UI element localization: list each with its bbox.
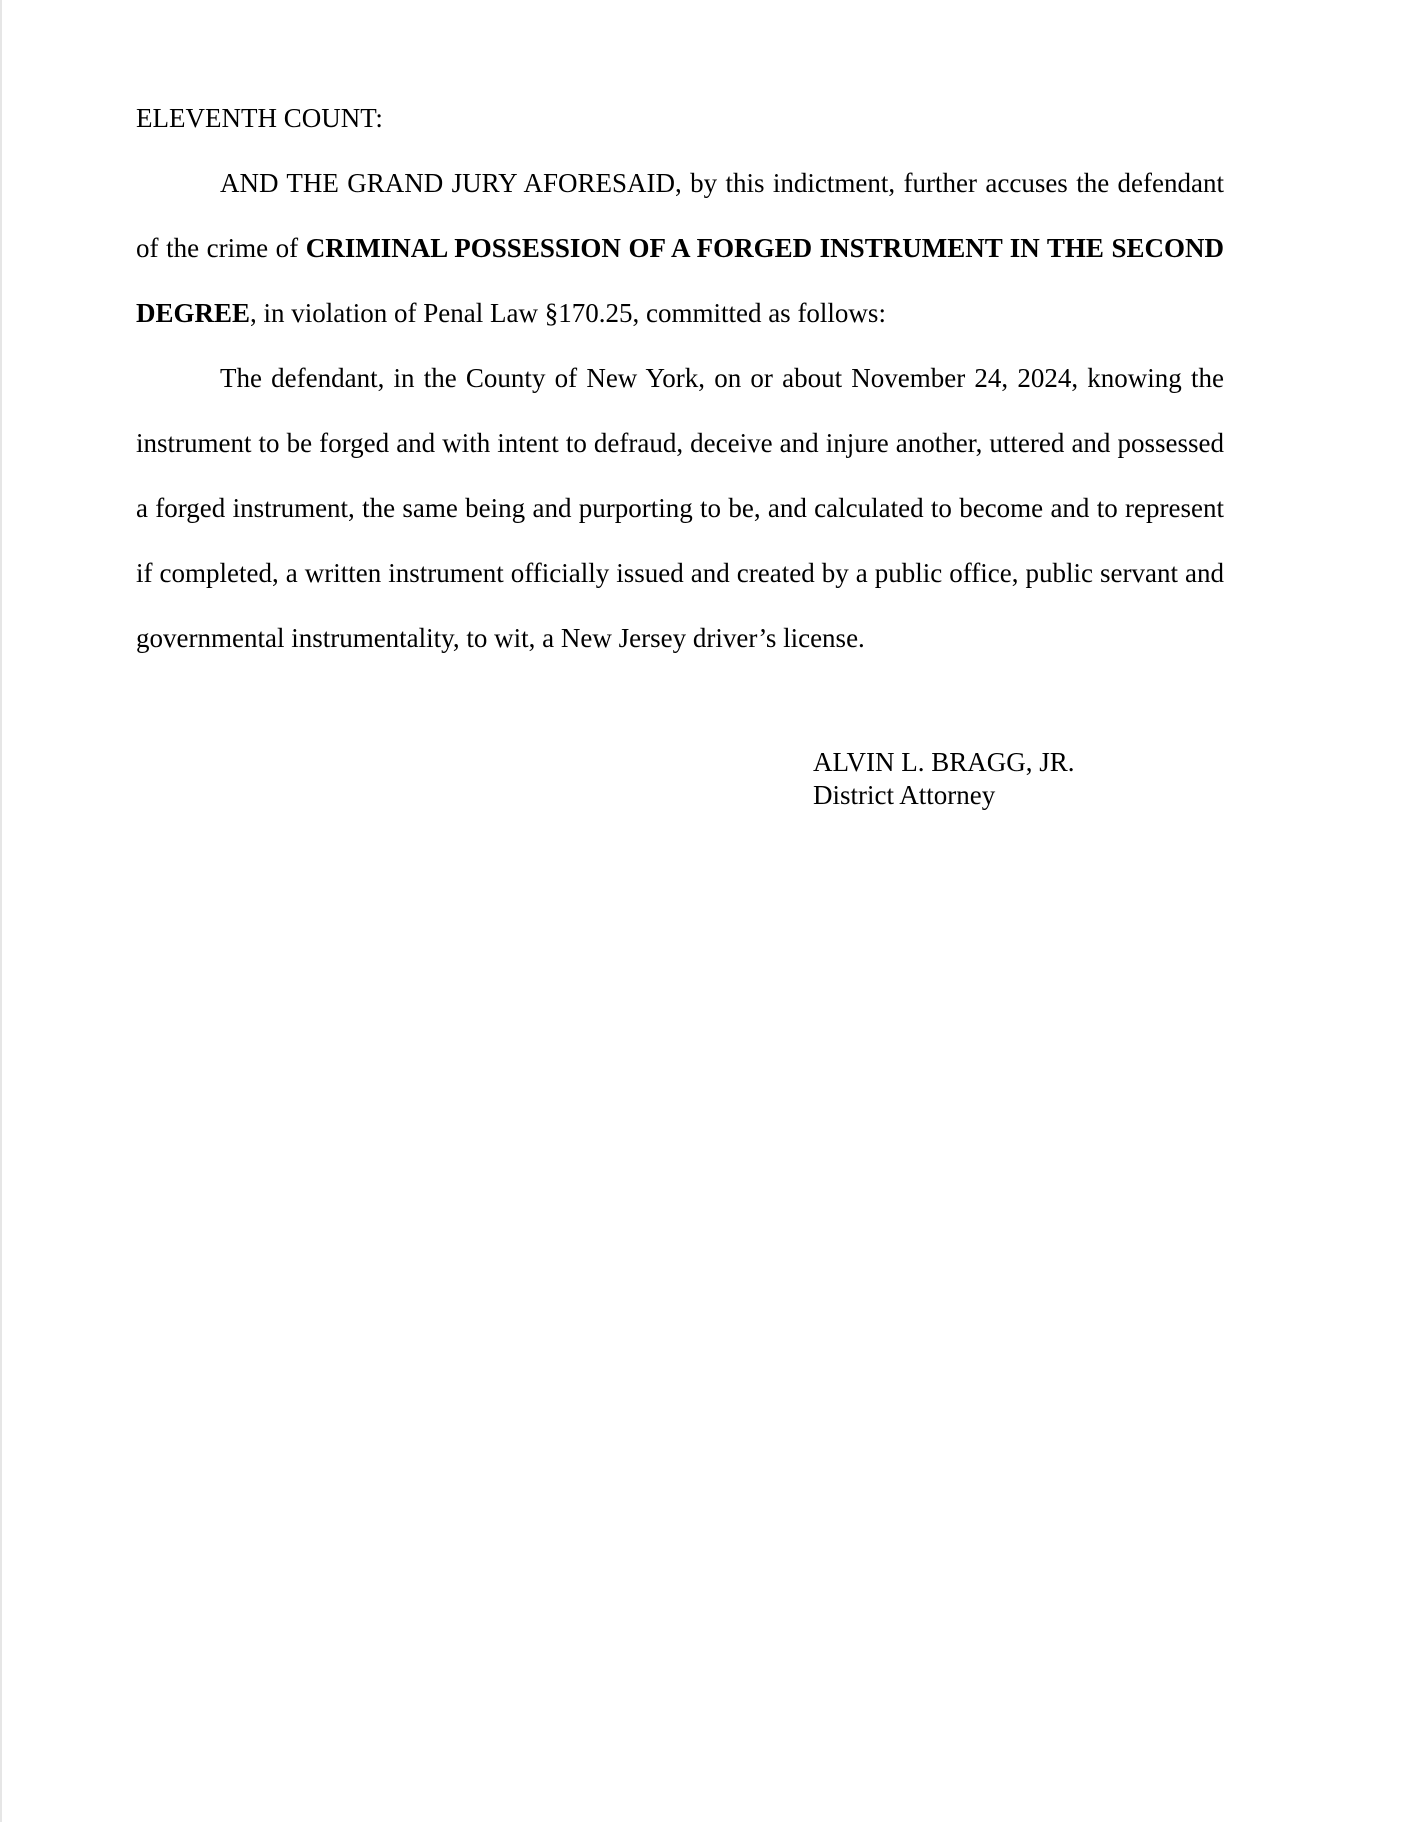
crime-name: CRIMINAL POSSESSION OF A FORGED INSTRUMENT IN THE SECOND DEGREE xyxy=(136,233,1224,328)
accusation-text-statute: , in violation of Penal Law §170.25, committed as follows: xyxy=(250,298,886,328)
signature-block xyxy=(813,746,1075,812)
facts-paragraph: The defendant, in the County of New York, on or about November 24, 2024, knowing the instrument to be forged and with intent to defraud, deceive and injure another, uttered and possessed a forged instrument, the same being and purporting to be, and calculated to become and to represent if completed, a written instrument officially issued and created by a public office, public servant and governmental instrumentality, to wit, a New Jersey driver’s license. xyxy=(136,363,1224,653)
document-body xyxy=(136,94,1224,671)
accusation-paragraph xyxy=(136,151,1224,346)
signatory-name: ALVIN L. BRAGG, JR. xyxy=(813,747,1075,777)
count-heading: ELEVENTH COUNT: xyxy=(136,103,383,133)
accusation-text-intro: AND THE GRAND JURY AFORESAID, by this indictment, further accuses the defendant of the crime of xyxy=(136,168,1224,263)
signatory-title: District Attorney xyxy=(813,780,996,810)
